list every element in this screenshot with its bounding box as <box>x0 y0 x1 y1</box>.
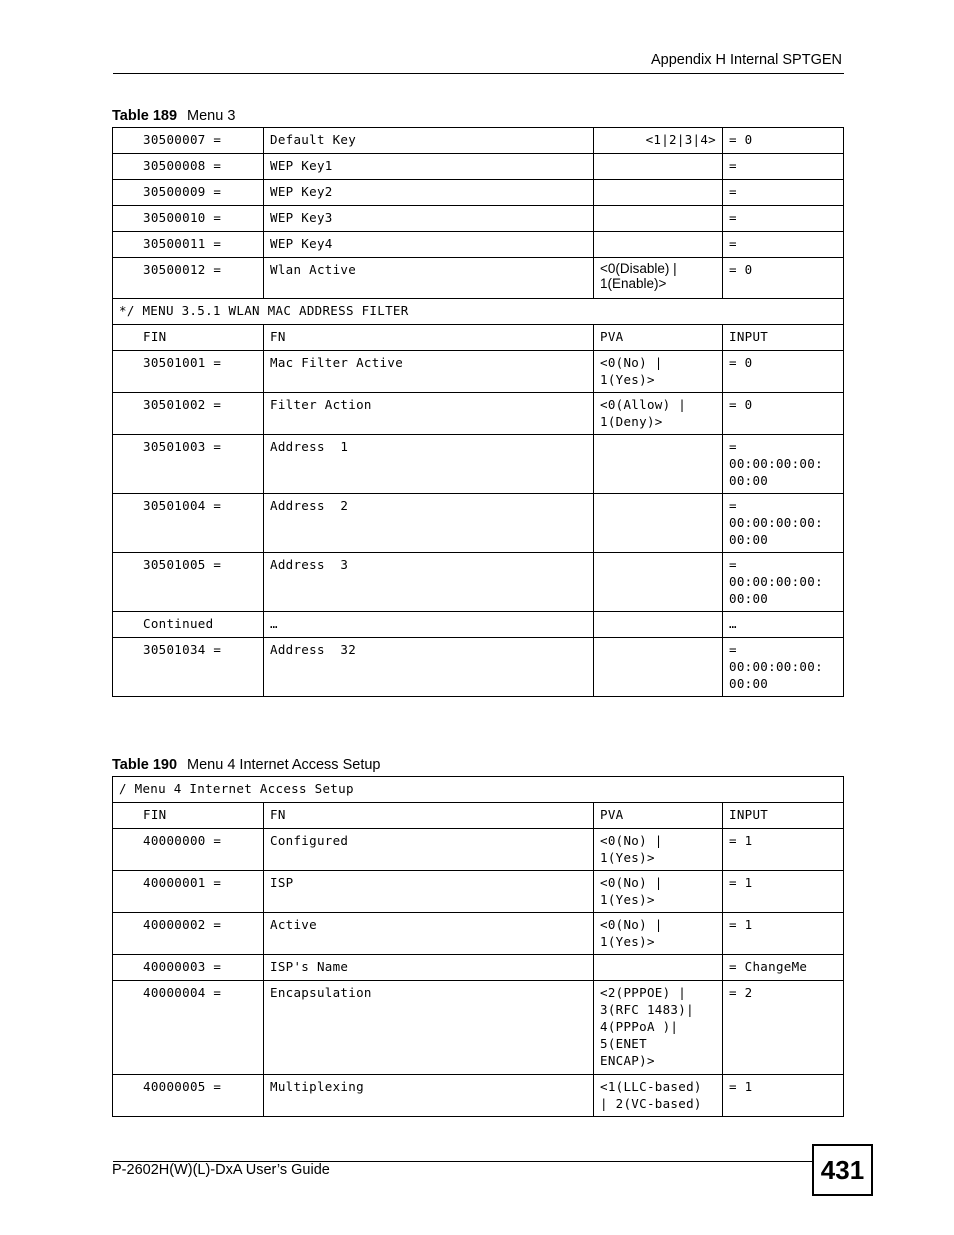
table-row <box>113 494 844 553</box>
fn-cell: WEP Key4 <box>264 232 594 258</box>
fin-cell: 40000005 = <box>113 1075 264 1117</box>
header-fn: FN <box>264 325 594 351</box>
guide-title: P-2602H(W)(L)-DxA User’s Guide <box>112 1162 330 1178</box>
pva-cell: <0(Disable) | 1(Enable)> <box>594 258 723 299</box>
input-cell: = <box>723 206 844 232</box>
table-190-label: Table 190 <box>112 757 178 773</box>
header-row <box>113 325 844 351</box>
fn-cell: Default Key <box>264 128 594 154</box>
table-190 <box>112 776 844 1117</box>
pva-cell: <0(No) | 1(Yes)> <box>594 913 723 955</box>
section-row <box>113 299 844 325</box>
input-cell: = 0 <box>723 351 844 393</box>
input-cell: = <box>723 180 844 206</box>
page-number: 431 <box>812 1144 873 1196</box>
pva-cell <box>594 206 723 232</box>
fin-cell: 30501003 = <box>113 435 264 494</box>
pva-cell: <0(Allow) | 1(Deny)> <box>594 393 723 435</box>
header-input: INPUT <box>723 803 844 829</box>
table-row <box>113 393 844 435</box>
table-row <box>113 128 844 154</box>
fn-cell: Address 3 <box>264 553 594 612</box>
pva-cell <box>594 435 723 494</box>
fn-cell: Address 2 <box>264 494 594 553</box>
fin-cell: 30500009 = <box>113 180 264 206</box>
table-row <box>113 206 844 232</box>
table-row <box>113 553 844 612</box>
fn-cell: Multiplexing <box>264 1075 594 1117</box>
section-row <box>113 777 844 803</box>
fin-cell: 30500008 = <box>113 154 264 180</box>
pva-cell <box>594 955 723 981</box>
input-cell: = 00:00:00:00: 00:00 <box>723 638 844 697</box>
table-row <box>113 871 844 913</box>
header-fin: FIN <box>113 325 264 351</box>
fin-cell: 30501005 = <box>113 553 264 612</box>
table-row <box>113 351 844 393</box>
table-row <box>113 981 844 1075</box>
input-cell: = 0 <box>723 258 844 299</box>
fin-cell: 40000002 = <box>113 913 264 955</box>
fn-cell: ISP's Name <box>264 955 594 981</box>
header-input: INPUT <box>723 325 844 351</box>
section-cell: / Menu 4 Internet Access Setup <box>113 777 844 803</box>
table-189-caption <box>112 108 235 124</box>
header-divider <box>113 73 844 74</box>
input-cell: = <box>723 232 844 258</box>
fn-cell: WEP Key3 <box>264 206 594 232</box>
input-cell: = 1 <box>723 871 844 913</box>
pva-cell: <1(LLC-based) | 2(VC-based) <box>594 1075 723 1117</box>
pva-cell <box>594 494 723 553</box>
pva-cell <box>594 232 723 258</box>
fn-cell: ISP <box>264 871 594 913</box>
fn-cell: Mac Filter Active <box>264 351 594 393</box>
header-fn: FN <box>264 803 594 829</box>
fn-cell: … <box>264 612 594 638</box>
pva-cell: <0(No) | 1(Yes)> <box>594 829 723 871</box>
pva-cell <box>594 553 723 612</box>
fn-cell: WEP Key1 <box>264 154 594 180</box>
table-190-caption <box>112 757 380 773</box>
input-cell: = 1 <box>723 1075 844 1117</box>
header-pva: PVA <box>594 325 723 351</box>
fin-cell: 40000001 = <box>113 871 264 913</box>
table-row <box>113 180 844 206</box>
pva-cell <box>594 180 723 206</box>
input-cell: = ChangeMe <box>723 955 844 981</box>
table-row <box>113 1075 844 1117</box>
table-189 <box>112 127 844 697</box>
input-cell: = 00:00:00:00: 00:00 <box>723 494 844 553</box>
fin-cell: 30500007 = <box>113 128 264 154</box>
table-row <box>113 232 844 258</box>
table-row <box>113 829 844 871</box>
running-header: Appendix H Internal SPTGEN <box>650 52 842 68</box>
fn-cell: Configured <box>264 829 594 871</box>
fin-cell: 30501034 = <box>113 638 264 697</box>
fn-cell: Wlan Active <box>264 258 594 299</box>
table-189-label: Table 189 <box>112 108 178 124</box>
fin-cell: 30501001 = <box>113 351 264 393</box>
table-row <box>113 612 844 638</box>
fin-cell: Continued <box>113 612 264 638</box>
table-row <box>113 955 844 981</box>
fin-cell: 30500010 = <box>113 206 264 232</box>
table-row <box>113 258 844 299</box>
pva-cell: <1|2|3|4> <box>594 128 723 154</box>
table-row <box>113 913 844 955</box>
fin-cell: 40000000 = <box>113 829 264 871</box>
fn-cell: Address 32 <box>264 638 594 697</box>
input-cell: = 2 <box>723 981 844 1075</box>
pva-cell: <2(PPPOE) | 3(RFC 1483)| 4(PPPoA )| 5(ENET ENCAP)> <box>594 981 723 1075</box>
input-cell: = 0 <box>723 128 844 154</box>
input-cell: = 00:00:00:00: 00:00 <box>723 553 844 612</box>
table-189-title: Menu 3 <box>187 108 236 124</box>
header-row <box>113 803 844 829</box>
pva-cell <box>594 154 723 180</box>
fin-cell: 40000004 = <box>113 981 264 1075</box>
fn-cell: Active <box>264 913 594 955</box>
fin-cell: 30500011 = <box>113 232 264 258</box>
table-row <box>113 435 844 494</box>
fn-cell: Filter Action <box>264 393 594 435</box>
input-cell: … <box>723 612 844 638</box>
table-row <box>113 638 844 697</box>
fin-cell: 30501002 = <box>113 393 264 435</box>
fin-cell: 30501004 = <box>113 494 264 553</box>
input-cell: = 00:00:00:00: 00:00 <box>723 435 844 494</box>
input-cell: = <box>723 154 844 180</box>
fin-cell: 40000003 = <box>113 955 264 981</box>
input-cell: = 1 <box>723 829 844 871</box>
pva-cell <box>594 638 723 697</box>
fn-cell: WEP Key2 <box>264 180 594 206</box>
table-row <box>113 154 844 180</box>
input-cell: = 1 <box>723 913 844 955</box>
fin-cell: 30500012 = <box>113 258 264 299</box>
fn-cell: Encapsulation <box>264 981 594 1075</box>
fn-cell: Address 1 <box>264 435 594 494</box>
input-cell: = 0 <box>723 393 844 435</box>
pva-cell <box>594 612 723 638</box>
pva-cell: <0(No) | 1(Yes)> <box>594 871 723 913</box>
section-cell: */ MENU 3.5.1 WLAN MAC ADDRESS FILTER <box>113 299 844 325</box>
pva-cell: <0(No) | 1(Yes)> <box>594 351 723 393</box>
header-pva: PVA <box>594 803 723 829</box>
table-190-title: Menu 4 Internet Access Setup <box>187 757 381 773</box>
header-fin: FIN <box>113 803 264 829</box>
